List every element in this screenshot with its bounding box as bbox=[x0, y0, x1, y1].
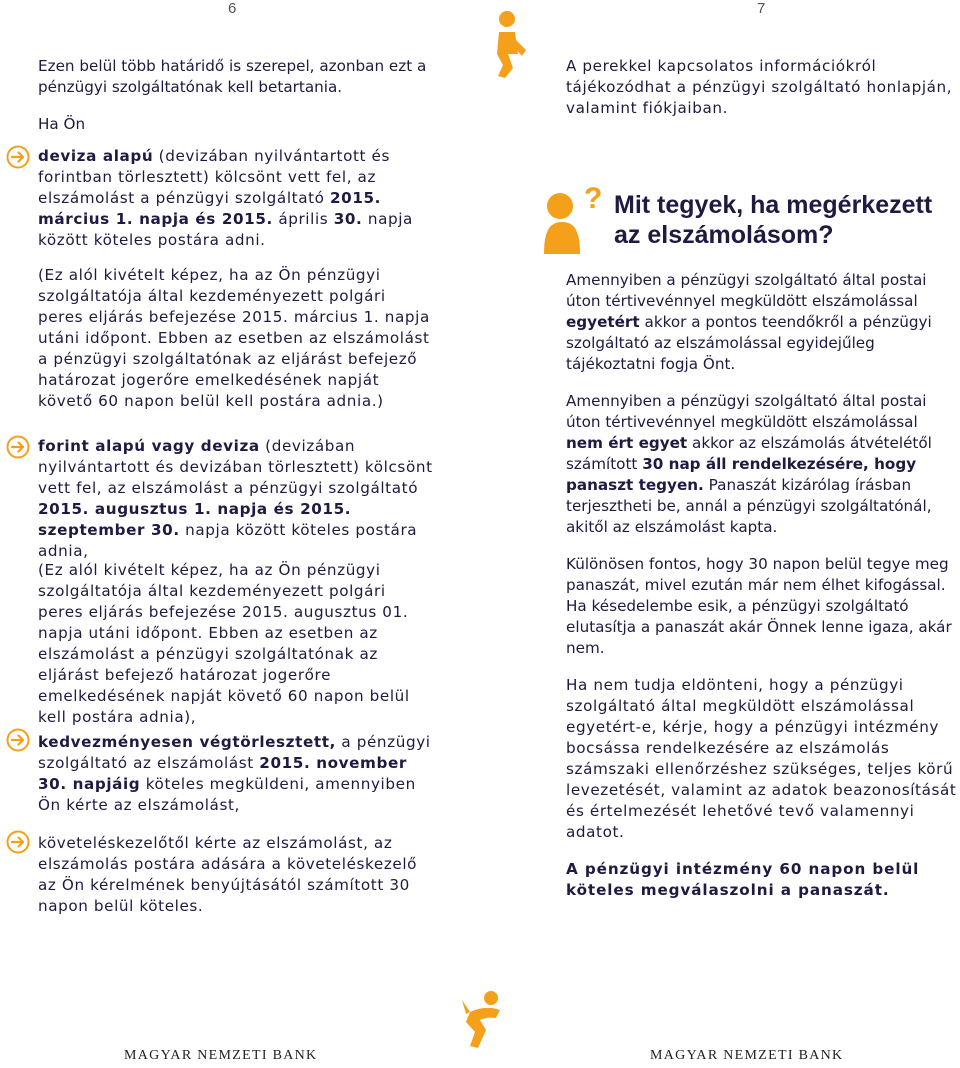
intro-paragraph: Ezen belül több határidő is szerepel, azonban ezt a pénzügyi szolgáltatónak kell betartania. bbox=[38, 57, 427, 96]
item1-bold-1: deviza alapú bbox=[38, 147, 154, 165]
item2-text-2: napja között köteles postára adnia, bbox=[38, 521, 418, 560]
p1-text-1: Amennyiben a pénzügyi szolgáltató által postai úton tértivevénnyel megküldött elszámolással bbox=[566, 271, 927, 310]
item3-bold-2: 2015. november 30. napjáig bbox=[38, 754, 407, 793]
left-column bbox=[38, 56, 438, 151]
person-mascot-icon bbox=[494, 10, 528, 82]
item1-bold-3: 30. bbox=[333, 210, 363, 228]
exception-paragraph-2: (Ez alól kivételt képez, ha az Ön pénzügyi szolgáltatója által kezdeményezett polgári peres eljárás befejezése 2015. augusztus 01. napja utáni időpont. Ebben az esetben az elszámolást a pénzügyi szolgáltatónak az eljárást befejező határozat jogerőre emelkedésének napját követő 60 napon belül kell postára adnia), bbox=[38, 561, 410, 726]
footer-right: MAGYAR NEMZETI BANK bbox=[650, 1048, 844, 1063]
intro-ha-on: Ha Ön bbox=[38, 115, 86, 133]
dancing-figure-icon bbox=[460, 990, 506, 1050]
p1-bold-1: egyetért bbox=[566, 313, 640, 331]
question-person-icon bbox=[540, 172, 608, 254]
p2-text-1: Amennyiben a pénzügyi szolgáltató által postai úton tértivevénnyel megküldött elszámolással bbox=[566, 392, 927, 431]
item2-bold-1: forint alapú vagy deviza bbox=[38, 437, 260, 455]
footer-left: MAGYAR NEMZETI BANK bbox=[124, 1048, 318, 1063]
list-item-forint bbox=[38, 436, 436, 562]
arrow-right-circle-icon bbox=[6, 830, 30, 854]
list-item-vegtorlesztes bbox=[38, 732, 436, 816]
paragraph-nem-ert-egyet bbox=[566, 391, 958, 538]
paragraph-leveze: Ha nem tudja eldönteni, hogy a pénzügyi szolgáltató által megküldött elszámolással egyetért-e, kérje, hogy a pénzügyi intézmény bocsássa rendelkezésére az elszámolás számszaki ellenőrzéshez szükséges, teljes körű levezetését, valamint az adatok beazonosítását és értelmezését lehetővé tevő valamennyi adatot. bbox=[566, 676, 957, 841]
paragraph-egyetert bbox=[566, 270, 958, 375]
paragraph-hatarido: Különösen fontos, hogy 30 napon belül tegye meg panaszát, mivel ezután már nem élhet kifogással. Ha késedelembe esik, a pénzügyi szolgáltató elutasítja a panaszát akár Önnek lenne igaza, akár nem. bbox=[566, 555, 952, 657]
p2-text-2: akkor az elszámolás átvételétől számított bbox=[566, 434, 932, 473]
item3-text-1: a pénzügyi szolgáltató az elszámolást bbox=[38, 733, 431, 772]
item3-text-2: köteles megküldeni, amennyiben Ön kérte az elszámolást, bbox=[38, 775, 416, 814]
item1-text-3: napja között köteles postára adni. bbox=[38, 210, 413, 249]
right-column bbox=[566, 270, 958, 917]
item1-text-1: (devizában nyilvántartott és forintban törlesztett) kölcsönt vett fel, az elszámolást a pénzügyi szolgáltató bbox=[38, 147, 390, 207]
item1-text-2: április bbox=[272, 210, 334, 228]
arrow-right-circle-icon bbox=[6, 435, 30, 459]
section-heading: Mit tegyek, ha megérkezett az elszámolásom? bbox=[614, 191, 933, 249]
item3-bold-1: kedvezményesen végtörlesztett, bbox=[38, 733, 336, 751]
svg-text:?: ? bbox=[584, 182, 603, 215]
paragraph-60-nap: A pénzügyi intézmény 60 napon belül köteles megválaszolni a panaszát. bbox=[566, 860, 920, 899]
item1-bold-2: 2015. március 1. napja és 2015. bbox=[38, 189, 382, 228]
item2-bold-2: 2015. augusztus 1. napja és 2015. szeptember 30. bbox=[38, 500, 352, 539]
list-item-koveteleskezelo: követeléskezelőtől kérte az elszámolást, az elszámolás postára adására a követeléskezelő az Ön kérelmének benyújtásától számított 30 napon belül köteles. bbox=[38, 834, 418, 915]
p2-bold-1: nem ért egyet bbox=[566, 434, 688, 452]
page-number-left: 6 bbox=[228, 0, 237, 17]
item2-text-1: (devizában nyilvántartott és devizában törlesztett) kölcsönt vett fel, az elszámolást a pénzügyi szolgáltató bbox=[38, 437, 433, 497]
p2-bold-2: 30 nap áll rendelkezésére, hogy panaszt tegyen. bbox=[566, 455, 917, 494]
exception-paragraph-1: (Ez alól kivételt képez, ha az Ön pénzügyi szolgáltatója által kezdeményezett polgári peres eljárás befejezése 2015. március 1. napja utáni időpont. Ebben az esetben az elszámolást a pénzügyi szolgáltatónak az eljárást befejező határozat jogerőre emelkedésének napját követő 60 napon belül kell postára adnia.) bbox=[38, 266, 430, 410]
arrow-right-circle-icon bbox=[6, 728, 30, 752]
perek-info-paragraph: A perekkel kapcsolatos információkról tájékozódhat a pénzügyi szolgáltató honlapján, valamint fiókjaiban. bbox=[566, 57, 953, 117]
page-number-right: 7 bbox=[757, 0, 766, 17]
arrow-right-circle-icon bbox=[6, 145, 30, 169]
list-item-deviza bbox=[38, 146, 436, 251]
p1-text-2: akkor a pontos teendőkről a pénzügyi szolgáltató az elszámolással egyidejűleg tájékoztatni fogja Önt. bbox=[566, 313, 932, 373]
p2-text-3: Panaszát kizárólag írásban terjesztheti be, annál a pénzügyi szolgáltatónál, akitől az elszámolást kapta. bbox=[566, 476, 932, 536]
